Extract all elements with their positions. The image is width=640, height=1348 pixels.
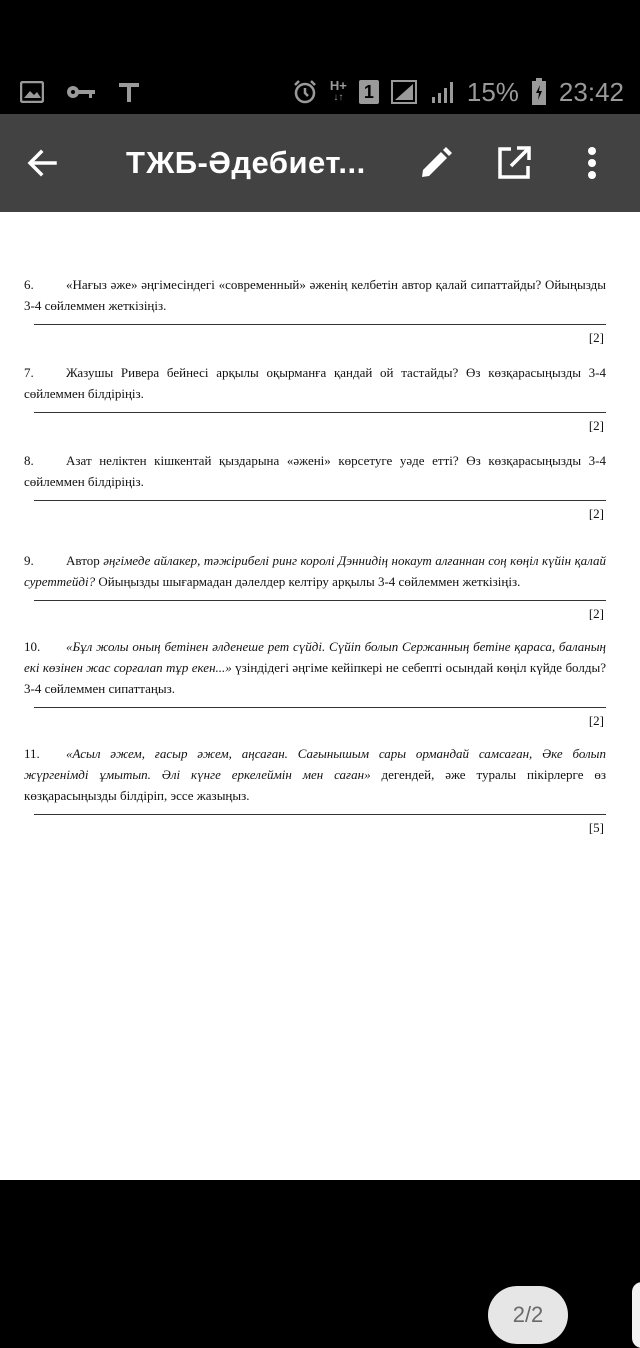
question-list [24,274,606,842]
status-bar [0,70,640,114]
bottom-black-area [0,1180,640,1280]
open-external-icon [497,146,531,180]
network-type: H+ [329,78,347,93]
question-text-part: «Нағыз әже» әңгімесіндегі «современный» әженің келбетін автор қалай сипаттайды? Ойыңызды 3-4 сөйлеммен жеткізіңіз. [24,277,606,313]
sim-slot: 1 [363,81,374,102]
sim-icon [359,80,379,104]
question-text-part: Ойыңызды шығармадан дәлелдер келтіру арқылы 3-4 сөйлеммен жеткізіңіз. [95,574,521,589]
app-toolbar [0,114,640,212]
answer-line[interactable] [34,814,606,815]
mark-label: [2] [588,418,604,433]
question-text [24,636,606,699]
question-number: 11. [24,746,40,761]
signal-icon [431,80,455,104]
question-text-part: дегендей, әже туралы пікірлерге өз көзқарасыңызды білдіріп, эссе жазыңыз. [24,767,606,803]
document-title: ТЖБ-Әдебиет... [126,145,366,180]
image-icon [20,81,44,103]
question-text [24,362,606,404]
more-vert-icon [587,146,597,180]
question-block [24,743,606,838]
question-block [24,550,606,624]
alarm-icon [292,79,318,105]
pencil-icon [419,146,453,180]
mark-label: [2] [588,506,604,521]
question-text-part: «Асыл әжем, ғасыр әжем, аңсаған. Сағынышым сары ормандай самсаған, Әке болып жүргенімді ұмытып. Әлі күнге еркелеймін мен саған» [24,746,606,782]
question-block [24,274,606,348]
question-number: 6. [24,277,34,292]
more-options-button[interactable] [570,141,614,185]
question-text-part: Автор [66,553,104,568]
question-text [24,450,606,492]
signal-icon [391,80,419,104]
question-text-part: Жазушы Ривера бейнесі арқылы оқырманға қандай ой тастайды? Өз көзқарасыңызды 3-4 сөйлеммен білдіріңіз. [24,365,606,401]
answer-line[interactable] [34,707,606,708]
clock: 23:42 [558,76,624,107]
mark-label: [5] [588,820,604,835]
key-icon [66,84,96,100]
question-text [24,550,606,592]
mark-label: [2] [588,330,604,345]
question-number: 10. [24,639,41,654]
answer-line[interactable] [34,600,606,601]
network-hplus-icon: H+ ↓↑ [329,78,347,103]
mark-label: [2] [588,606,604,621]
back-arrow-icon [27,148,57,178]
question-text-part: «Бұл жолы оның бетінен әлденеше рет сүйді. Сүйіп болып Сержанның бетіне қараса, баланың екі көзінен жас сорғалап тұр екен...» [24,639,606,675]
document-page[interactable] [0,212,640,1327]
scroll-handle[interactable] [632,1282,640,1348]
question-text [24,274,606,316]
question-block [24,636,606,731]
battery-percent: 15% [466,76,519,107]
battery-icon [531,78,547,106]
question-text-part: әңгімеде айлакер, тәжірибелі ринг королі Дэннидің нокаут алғаннан соң көңіл күйін қалай суреттейді? [24,553,606,589]
question-block [24,450,606,524]
question-text-part: үзіндідегі әңгіме кейіпкері не себепті осындай көңіл күйде болды? 3-4 сөйлеммен сипаттаңыз. [24,660,606,696]
question-number: 9. [24,553,34,568]
page-indicator: 2/2 [488,1286,568,1344]
question-number: 8. [24,453,34,468]
question-text [24,743,606,806]
answer-line[interactable] [34,500,606,501]
edit-button[interactable] [414,141,458,185]
question-number: 7. [24,365,34,380]
answer-line[interactable] [34,412,606,413]
question-text-part: Азат неліктен кішкентай қыздарына «әжені» көрсетуге уәде етті? Өз көзқарасыңызды 3-4 сөйлеммен білдіріңіз. [24,453,606,489]
back-button[interactable] [22,143,62,183]
mark-label: [2] [588,713,604,728]
open-external-button[interactable] [492,141,536,185]
answer-line[interactable] [34,324,606,325]
text-icon [118,81,140,103]
question-block [24,362,606,436]
top-black-area [0,0,640,70]
